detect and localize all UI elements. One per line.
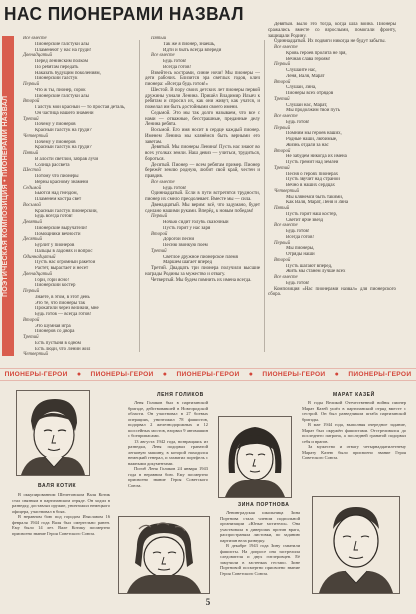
banner-label: ПИОНЕРЫ-ГЕРОИ <box>348 371 412 378</box>
verse-line: Мы продолжим твой путь <box>286 108 340 114</box>
banner-dot-icon: ● <box>248 371 254 378</box>
verse-line: Красный галстук пионерский, <box>35 208 98 214</box>
heroes-banner <box>0 368 416 381</box>
speaker-label: Все вместе <box>151 53 175 59</box>
speaker-label: Все вместе <box>23 36 47 41</box>
banner-label: ПИОНЕРЫ-ГЕРОИ <box>262 371 326 378</box>
bio-paragraph: Леня Голиков был в партизанской бригаде, действовавшей в Новгородской области. Он участвовал в 27 боевых операциях, уничтожил 78 фашистов, подорвал 2 железнодорожных и 12 шоссейных мостов, взорвал 9 автомашин с боеприпасами. <box>128 400 208 438</box>
verse-line: Не забудем никогда их имена <box>286 154 347 160</box>
script-paragraph: Девятый. Мы пионеры Ленина! Пусть нас знают во всех уголках земли. Наш девиз — учиться, трудиться, бороться. <box>145 145 260 162</box>
speaker-label: Первый <box>151 214 168 220</box>
verse-line: Растет, вырастает и несет <box>35 266 89 271</box>
verse-line: Слушай нас, Марат, <box>286 102 328 108</box>
verse-line: Слушайте нас, <box>286 68 317 73</box>
verse-line: В алости светлой, забрав лучи <box>35 156 99 162</box>
script-paragraph: Седьмой. Это мы так долго называем, что все с нами — отважные, бесстрашные, преданные делу Ленина ребята. <box>145 110 260 128</box>
speaker-label: Третий <box>274 165 290 171</box>
hero-bio-zina <box>220 510 300 594</box>
verse-line: Как Валя, Марат, Лёня и Зина <box>286 200 349 206</box>
portrait-valya-kotik <box>16 390 90 476</box>
verse-line: Пусть горит наш костёр, <box>286 211 338 217</box>
portrait-drawing <box>313 497 399 593</box>
verse-line: Родные наши, любимые, <box>286 137 338 142</box>
hero-bio-valya <box>12 492 110 594</box>
verse-line: Красный галстук на груди? <box>35 128 92 133</box>
verse-line: Мы клянёмся быть такими, <box>286 194 344 200</box>
script-paragraph: Одиннадцатый. Если в пути встретятся трудности, пионер их смело преодолевает. Вместе мы — сила. <box>145 191 260 202</box>
column-divider <box>139 40 140 352</box>
script-paragraph: Восьмой. Его имя носит в сердце каждый пионер. Именем Ленина мы клянёмся быть верными его заветам. <box>145 128 260 145</box>
speaker-label: Третий <box>23 335 39 340</box>
verse-line: Это шумная игра <box>35 323 71 329</box>
hero-name-lenya: ЛЕНЯ ГОЛИКОВ <box>157 392 204 398</box>
portrait-marat-kazei <box>312 496 400 594</box>
speaker-label: Все вместе <box>151 179 175 185</box>
verse-line: Красный галстук на груди? <box>35 145 92 151</box>
script-column-3 <box>268 22 396 358</box>
script-column-1 <box>17 36 129 358</box>
bio-paragraph: 13 августа 1942 года, возвращаясь из разведки, Леня подорвал гранатой легковую машину, в которой находился немецкий генерал, и захватил портфель с важными документами. <box>128 438 208 466</box>
portrait-drawing <box>119 517 209 593</box>
banner-dot-icon: ● <box>334 371 340 378</box>
speaker-label: Первый <box>274 240 291 246</box>
bio-paragraph: Погиб Леня Голиков 24 января 1943 года в неравном бою. Ему посмертно присвоено звание Героя Советского Союза. <box>128 466 208 488</box>
script-column-2 <box>145 36 260 358</box>
speaker-label: Третий <box>151 248 167 254</box>
verse-line: Пусть нас огромный ракетой <box>35 260 96 266</box>
side-band-text: ПОЭТИЧЕСКАЯ КОМПОЗИЦИЯ • ПИОНЕРАМИ НАЗВАЛ <box>2 95 9 297</box>
bio-paragraph: Ленинградская школьница Зина Портнова стала членом подпольной организации «Юные мстители». Она участвовала в диверсиях против врага, распространяла листовки, по заданию партизан вела разведку. <box>220 510 300 543</box>
script-paragraph: Четвертый. Мы будем помнить их имена всегда. <box>151 277 252 283</box>
script-paragraph: Взвейтесь кострами, синие ночи! Мы пионеры — дети рабочих. Близится эра светлых годов, клич пионера: «Всегда будь готов!» <box>145 70 260 87</box>
speaker-label: Второй <box>151 231 168 237</box>
script-paragraph: Третий. Двадцать три пионера получили высшие награды Родины за мужество и отвагу. <box>145 266 260 277</box>
verse-line: Вечно в наших сердцах <box>286 183 335 188</box>
portrait-drawing <box>17 391 89 475</box>
script-paragraph: Шестой. В пору своих детских лет пионеры первой дружины узнали Ленина. Пришёл Владимир Ильич к ребятам и спросил их, как они живут, как учатся, и пожелал им быть достойными своего имени. <box>145 87 260 110</box>
verse-line: Маршем шагает вперёд <box>163 260 213 266</box>
verse-line: Будь готов — всегда готов! <box>35 312 92 317</box>
verse-line: Жизнь отдали за нас <box>286 142 329 148</box>
verse-line: Солнца рассвета <box>35 162 70 168</box>
verse-line: Ночью сидит голубь сказочный <box>163 220 229 225</box>
verse-line: Почему у пионеров <box>35 139 76 145</box>
verse-line: Прокатили через великий, мне <box>35 306 99 312</box>
verse-line: Вечная слава героям! <box>286 56 331 62</box>
bio-paragraph: За мужество и отвагу четырнадцатилетнему Марату Казею было присвоено звание Героя Советского Союза. <box>302 444 406 460</box>
portrait-zina-portnova <box>218 416 292 498</box>
script-paragraph: Двенадцатый. Мы верим: всё, что задумано, будет сделано нашими руками. Вперёд, к новым победам! <box>145 202 260 214</box>
speaker-label: Четвертый <box>23 352 48 358</box>
hero-bio-lenya <box>128 400 208 516</box>
verse-line: Дорогой песни <box>163 237 195 243</box>
verse-line: Будь готов! <box>163 185 187 191</box>
speaker-label: Первый <box>23 289 40 294</box>
verse-line: Пусть звучит над страной <box>286 177 340 183</box>
verse-line: Бьются над гнездом, <box>35 191 78 197</box>
speaker-label: Пятый <box>274 206 290 211</box>
speaker-label: Восьмой <box>23 202 41 208</box>
speaker-label: Пятый <box>151 36 167 41</box>
banner-dot-icon: ● <box>162 371 168 378</box>
page-number: 5 <box>205 597 211 607</box>
side-band <box>2 36 14 356</box>
banner-label: ПИОНЕРЫ-ГЕРОИ <box>176 371 240 378</box>
verse-line: Верны красному знамени <box>35 179 89 185</box>
verse-line: Идти и быть всегда впереди <box>163 47 222 53</box>
verse-line: Наказать будущим поколениям, <box>35 70 101 76</box>
verse-line: Будь готов! <box>163 59 187 64</box>
verse-line: Мы пионеры, <box>286 246 315 252</box>
speaker-label: Третий <box>23 116 39 122</box>
script-paragraph: Девятый. Было это тогда, когда шла война. Пионеры сражались вместе со взрослыми, помогали фронту, защищали Родину. <box>268 22 396 39</box>
verse-line: Будь готов! <box>286 119 310 125</box>
banner-label: ПИОНЕРЫ-ГЕРОИ <box>90 371 154 378</box>
verse-line: Пусть горит у нас заря <box>163 225 211 231</box>
speaker-label: Пятый <box>23 151 39 156</box>
speaker-label: Одиннадцатый <box>23 254 56 260</box>
verse-line: Что ж ты, пионер, сорок <box>35 87 86 93</box>
verse-line: Кровь героев пролита не зря, <box>286 50 347 56</box>
verse-line: Светит ярче звёзд <box>286 217 323 223</box>
speaker-label: Девятый <box>23 220 42 225</box>
verse-line: Есть пустыня в одном <box>35 340 81 346</box>
banner-dot-icon: ● <box>76 371 82 378</box>
bio-paragraph: В годы Великой Отечественной войны пионер Марат Казей ушёл в партизанский отряд вместе с сестрой. Он был разведчиком штаба партизанской бригады. <box>302 400 406 422</box>
speaker-label: Третий <box>274 96 290 102</box>
verse-line: Знаете, в этом, в этот день <box>35 294 90 300</box>
verse-line: Так же я пионер, знаешь, <box>163 41 216 47</box>
speaker-label: Второй <box>274 79 291 85</box>
verse-line: Пионерские галстуки алы <box>35 41 89 47</box>
verse-line: Галстук мой красный — то простая деталь, <box>35 105 126 110</box>
bio-paragraph: В оккупированном Шепетовском Валя Котик стал связным в партизанском отряде. Он ходил в разведку, доставлял оружие, уничтожил немецкого офицера, участвовал в боях. <box>12 492 110 514</box>
verse-line: Отряды наши <box>286 252 315 257</box>
script-paragraph: Одиннадцатый. Их подвиги никогда не будут забыты. <box>274 39 386 45</box>
speaker-label: Первый <box>23 82 40 87</box>
hero-name-marat: МАРАТ КАЗЕЙ <box>333 392 375 398</box>
speaker-label: Второй <box>23 99 40 105</box>
bio-paragraph: В мае 1944 года, выполняя очередное задание, Марат был окружён фашистами. Отстреливался до последнего патрона, а последней гранатой подорвал себя и врагов. <box>302 422 406 444</box>
verse-line: Песню звонкую поём <box>163 243 208 248</box>
bio-paragraph: В неравном бою под городом Изяславом 16 февраля 1944 года Валя был смертельно ранен. Ему было 14 лет. Вале Котику посмертно присвоено звание Героя Советского Союза. <box>12 514 110 536</box>
page-title: НАС ПИОНЕРАМИ НАЗВАЛ <box>4 4 245 24</box>
verse-line: Гори, гори ясно! <box>35 277 70 283</box>
column-divider <box>264 40 265 352</box>
verse-line: Пусть шагают вперёд, <box>286 263 333 269</box>
speaker-label: Все вместе <box>274 275 298 280</box>
verse-line: Помним мы героев наших, <box>286 131 342 137</box>
verse-line: Потому что пионеры <box>35 174 79 179</box>
verse-line: Слушай, Зина, <box>286 85 317 91</box>
verse-line: Перед ленинским полком <box>35 59 88 64</box>
verse-line: Это те, что пионеры так <box>35 300 86 306</box>
verse-line: Пальцы в ладонях и вопрос <box>35 248 93 254</box>
speaker-label: Второй <box>274 257 291 263</box>
speaker-label: Первый <box>274 62 291 68</box>
speaker-label: Все вместе <box>274 223 298 229</box>
verse-line: Будь готов! <box>286 229 310 234</box>
speaker-label: Двенадцатый <box>23 271 52 277</box>
script-paragraph: Десятый. Пионер — всем ребятам пример. Пионер бережёт землю родную, любит свой край, честен и правдив. <box>145 162 260 179</box>
verse-line: Будь готов! <box>286 280 310 286</box>
verse-line: Жить мы станем лучше всех <box>286 269 346 275</box>
verse-line: Пионерский костер <box>35 283 76 289</box>
hero-name-valya: ВАЛЯ КОТИК <box>38 483 77 489</box>
verse-line: Он частица нашего знамени <box>35 110 94 116</box>
verse-line: Пламенем костра свет <box>35 197 82 202</box>
speaker-label: Двенадцатый <box>23 53 52 59</box>
script-paragraph: Композиция «Нас пионерами назвал» для пионерского сбора. <box>268 286 396 298</box>
verse-line: Песня о героях пионерах <box>286 171 339 177</box>
bio-paragraph: В декабре 1943 года Зину схватили фашисты. На допросе она застрелила следователя и двух гитлеровцев. Её замучили в застенках гестапо. Зине Портновой посмертно присвоено звание Героя Советского Союза. <box>220 543 300 576</box>
hero-name-zina: ЗИНА ПОРТНОВА <box>238 502 290 508</box>
portrait-drawing <box>219 417 291 497</box>
verse-line: Пламенеют у нас на груди! <box>35 47 92 53</box>
verse-line: Пионеров со двора <box>35 329 75 335</box>
verse-line: Всегда готов! <box>163 64 192 70</box>
verse-line: Почему у пионеров <box>35 122 76 128</box>
speaker-label: Все вместе <box>274 114 298 119</box>
verse-line: По ребятам передать <box>35 64 79 70</box>
speaker-label: Седьмой <box>23 185 42 191</box>
speaker-label: Четвертый <box>274 188 299 194</box>
hero-bio-marat <box>302 400 406 492</box>
verse-line: Лёня, Валя, Марат <box>286 73 325 79</box>
portrait-lenya-golikov <box>118 516 210 594</box>
verse-line: Всегда готов! <box>286 234 315 240</box>
speaker-label: Второй <box>274 148 291 154</box>
speaker-label: Десятый <box>23 237 42 243</box>
verse-line: Есть люди, что Ленин жил <box>35 346 91 352</box>
banner-label: ПИОНЕРЫ-ГЕРОИ <box>4 371 68 378</box>
speaker-label: Шестой <box>23 168 41 174</box>
verse-line: Бурлит у пионеров <box>35 243 75 248</box>
verse-line: Пусть гремит над землёй <box>286 160 339 165</box>
speaker-label: Четвертый <box>23 133 48 139</box>
verse-line: Пионеры всех отрядов <box>286 91 334 96</box>
verse-line: Пионерские выручатели! <box>35 225 88 231</box>
verse-line: Пионерские галстуки алы <box>35 93 89 99</box>
speaker-label: Первый <box>274 125 291 131</box>
verse-line: Пионерский галстук <box>35 76 78 82</box>
verse-line: Помощники вечности <box>35 231 81 237</box>
speaker-label: Второй <box>23 317 40 323</box>
verse-line: Будь всегда готов! <box>35 214 73 220</box>
speaker-label: Все вместе <box>274 45 298 50</box>
verse-line: Светлое дружное пионерское племя <box>163 254 238 260</box>
